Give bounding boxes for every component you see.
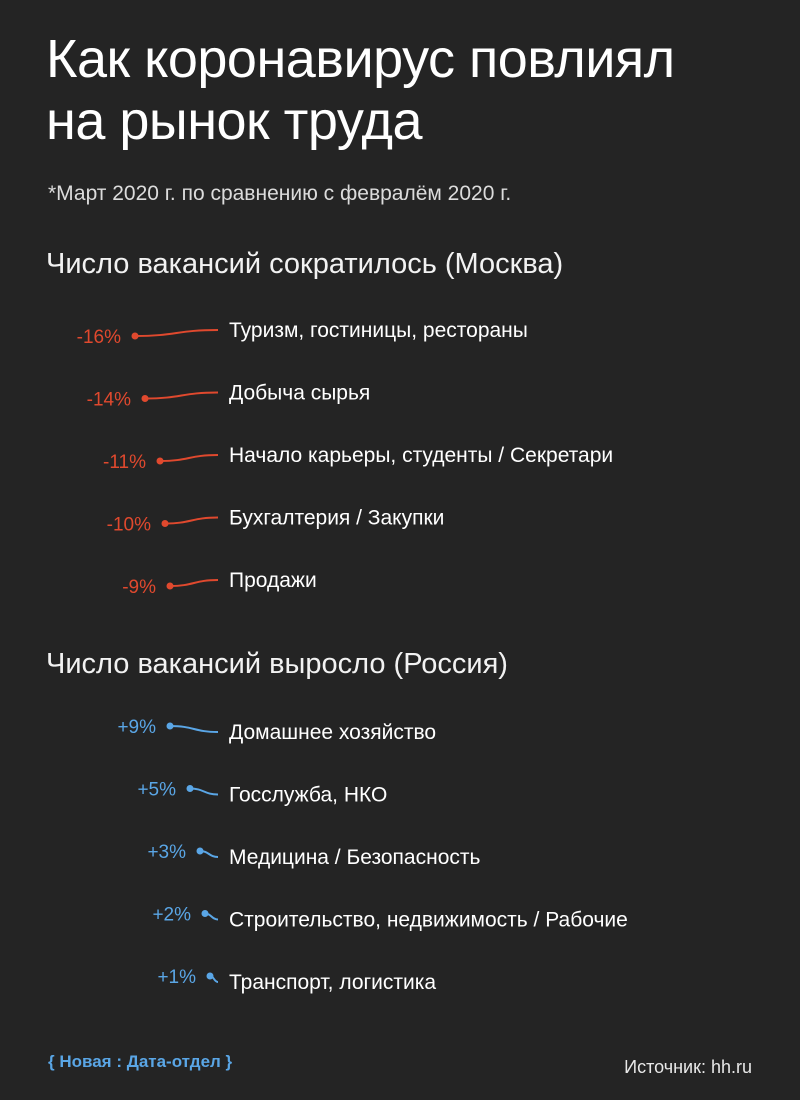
title-line-1: Как коронавирус повлиял <box>46 29 675 89</box>
value-dot <box>162 520 169 527</box>
category-label: Продажи <box>229 569 317 592</box>
category-label: Добыча сырья <box>229 381 371 405</box>
connector-line <box>170 726 218 732</box>
brand-logo: { Новая : Дата-отдел } <box>48 1052 233 1071</box>
title-line-2: на рынок труда <box>46 91 423 151</box>
connector-line <box>170 580 218 586</box>
category-label: Транспорт, логистика <box>229 971 437 994</box>
data-label: +1% <box>157 967 196 988</box>
value-dot <box>132 333 139 340</box>
category-label: Госслужба, НКО <box>229 783 388 807</box>
value-dot <box>167 583 174 590</box>
value-dot <box>197 848 204 855</box>
decline-section-title: Число вакансий сократилось (Москва) <box>46 248 564 280</box>
connector-line <box>135 330 218 336</box>
connector-line <box>160 455 218 461</box>
data-label: -10% <box>106 514 151 536</box>
category-label: Строительство, недвижимость / Рабочие <box>229 908 628 932</box>
category-label: Туризм, гостиницы, рестораны <box>229 319 528 342</box>
growth-section-title: Число вакансий выросло (Россия) <box>46 648 508 680</box>
value-dot <box>187 785 194 792</box>
connector-line <box>165 518 218 524</box>
data-label: -11% <box>103 452 146 473</box>
data-label: +5% <box>137 779 176 801</box>
data-label: -9% <box>122 577 156 598</box>
connector-line <box>190 789 218 795</box>
data-label: -14% <box>86 389 131 411</box>
category-label: Домашнее хозяйство <box>229 721 437 744</box>
data-label: -16% <box>76 327 121 348</box>
data-label: +2% <box>152 904 191 926</box>
value-dot <box>157 458 164 465</box>
value-dot <box>167 723 174 730</box>
connector-line <box>145 393 218 399</box>
category-label: Бухгалтерия / Закупки <box>229 506 445 530</box>
category-label: Медицина / Безопасность <box>229 846 481 869</box>
data-label: +3% <box>147 842 186 863</box>
value-dot <box>202 910 209 917</box>
data-label: +9% <box>117 717 156 738</box>
value-dot <box>142 395 149 402</box>
value-dot <box>207 973 214 980</box>
category-label: Начало карьеры, студенты / Секретари <box>229 444 614 467</box>
subtitle: *Март 2020 г. по сравнению с февралём 2020 г. <box>48 182 512 205</box>
source-note: Источник: hh.ru <box>624 1057 752 1077</box>
